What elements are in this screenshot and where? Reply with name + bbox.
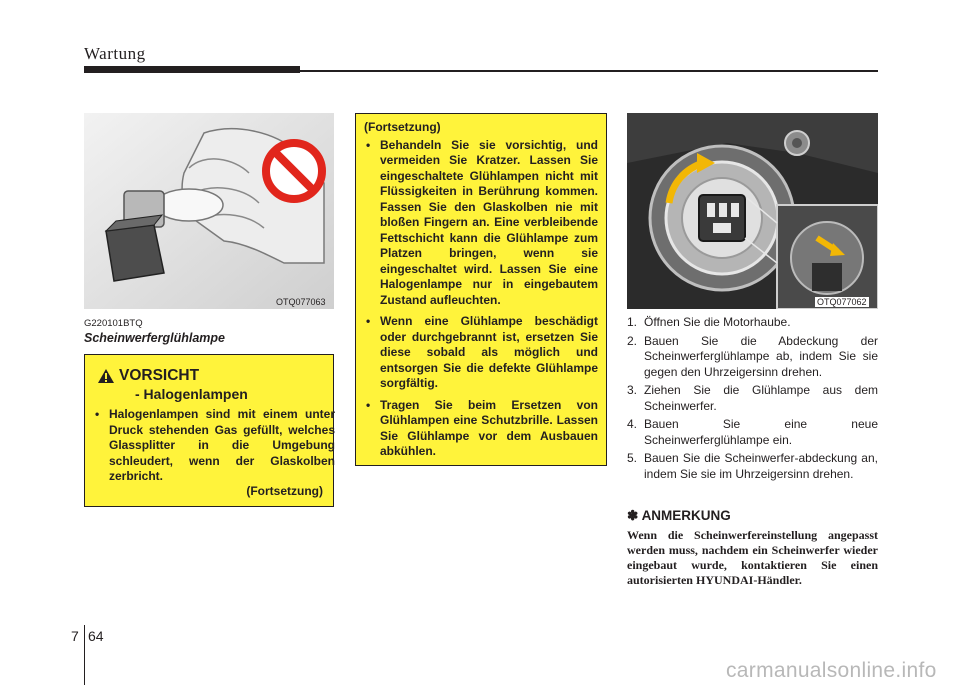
section-subtitle: Scheinwerferglühlampe — [84, 331, 226, 345]
continuation-heading: (Fortsetzung) — [364, 120, 441, 134]
caution-bullet-3 — [364, 398, 598, 460]
step-item — [627, 451, 878, 482]
page-number: 64 — [88, 628, 104, 644]
headlamp-illustration — [627, 113, 878, 309]
step-item — [627, 334, 878, 381]
header-bar — [84, 66, 300, 73]
step-number: 1. — [627, 315, 638, 329]
step-text: Bauen Sie die Abdeckung der Scheinwerferglühlampe ab, indem Sie sie gegen den Uhrzeigersinn drehen. — [644, 333, 878, 379]
step-number: 5. — [627, 451, 638, 465]
step-item — [627, 417, 878, 448]
caution-continuation-box — [355, 113, 607, 466]
caution-bullet-text: Halogenlampen sind mit einem unter Druck stehenden Gas gefüllt, welches Glassplitter in die Umgebung schleudert, wenn der Glaskolben zerbricht. — [109, 407, 335, 483]
header-rule — [300, 70, 878, 72]
caution-bullet-text: Behandeln Sie sie vorsichtig, und vermeiden Sie Kratzer. Lassen Sie eingeschaltete Glühlampen nicht mit Flüssigkeiten in Berührung kommen. Fassen Sie den Glaskolben nie mit bloßen Fingern an. Eine verbleibende Fettschicht kann die Glühlampe zum Platzen bringen, wenn sie eingeschaltet wird. Lassen Sie eine Halogenlampe nur in eingebautem Zustand aufleuchten. — [380, 137, 598, 307]
step-text: Bauen Sie eine neue Scheinwerferglühlampe ein. — [644, 417, 878, 447]
warning-triangle-icon — [97, 368, 115, 384]
chapter-number: 7 — [71, 628, 79, 644]
bulb-handling-illustration — [84, 113, 334, 309]
step-number: 4. — [627, 417, 638, 431]
step-text: Öffnen Sie die Motorhaube. — [644, 315, 791, 329]
step-number: 3. — [627, 383, 638, 397]
watermark: carmanualsonline.info — [726, 659, 937, 682]
note-text: Wenn die Scheinwerfereinstellung angepasst werden muss, nachdem ein Scheinwerfer wieder eingebaut wurde, kontaktieren Sie einen autorisierten HYUNDAI-Händler. — [627, 528, 878, 587]
caution-continued: (Fortsetzung) — [246, 484, 323, 498]
caution-bullet-2 — [364, 314, 598, 392]
note-symbol-icon: ✽ — [627, 508, 639, 523]
figure-code-left: OTQ077063 — [276, 297, 326, 307]
caution-title: VORSICHT — [119, 367, 200, 384]
caution-subtitle: - Halogenlampen — [135, 386, 248, 402]
caution-box — [84, 354, 334, 507]
headlamp-figure — [627, 113, 878, 309]
caution-bullet-text: Tragen Sie beim Ersetzen von Glühlampen eine Schutzbrille. Lassen Sie Glühlampe vor dem Ausbauen abkühlen. — [380, 397, 598, 458]
section-title: Wartung — [84, 44, 146, 63]
step-text: Ziehen Sie die Glühlampe aus dem Scheinwerfer. — [644, 383, 878, 413]
step-item — [627, 383, 878, 414]
doc-code: G220101BTQ — [84, 318, 143, 329]
figure-code-right: OTQ077062 — [817, 297, 867, 307]
caution-bullet-1 — [364, 138, 598, 309]
bulb-handling-figure — [84, 113, 334, 309]
step-number: 2. — [627, 333, 638, 348]
step-text: Bauen Sie die Scheinwerfer-abdeckung an, indem Sie sie im Uhrzeigersinn drehen. — [644, 451, 878, 481]
note-heading — [627, 508, 731, 524]
footer-divider — [84, 625, 85, 685]
caution-bullet — [93, 407, 335, 485]
instruction-steps — [627, 315, 878, 485]
caution-bullet-text: Wenn eine Glühlampe beschädigt oder durchgebrannt ist, ersetzen Sie diese sobald als möglich und entsorgen Sie die defekte Glühlampe sorgfältig. — [380, 314, 598, 390]
note-title: ANMERKUNG — [641, 508, 731, 523]
step-item — [627, 315, 878, 331]
